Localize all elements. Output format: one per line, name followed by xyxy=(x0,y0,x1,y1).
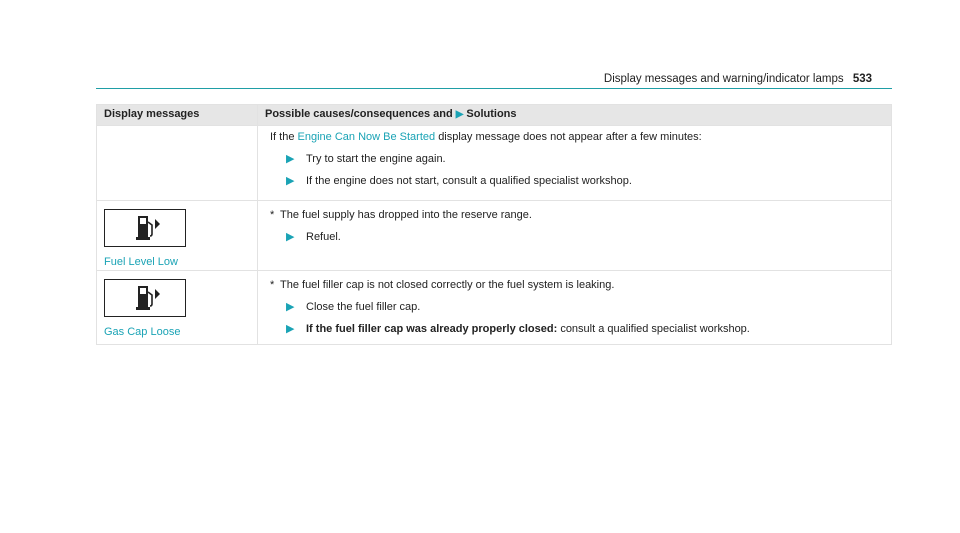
cause-note: * The fuel supply has dropped into the reserve range. xyxy=(270,209,532,221)
cause-note: * The fuel filler cap is not closed correctly or the fuel system is leaking. xyxy=(270,279,615,291)
header-rule xyxy=(96,88,892,89)
solution-step: ▶ Try to start the engine again. xyxy=(286,153,446,165)
message-label-fuel-level-low[interactable]: Fuel Level Low xyxy=(104,256,178,268)
solution-cell xyxy=(258,201,892,271)
section-title: Display messages and warning/indicator lamps xyxy=(603,73,844,85)
message-cell-empty xyxy=(97,126,258,201)
play-arrow-icon: ▶ xyxy=(286,323,295,335)
col-header-solutions-text: Solutions xyxy=(466,108,517,120)
play-arrow-icon: ▶ xyxy=(286,231,295,243)
solution-step: ▶ If the engine does not start, consult a qualified specialist workshop. xyxy=(286,175,632,187)
solution-step: ▶ Close the fuel filler cap. xyxy=(286,301,421,313)
fuel-pump-reserve-icon xyxy=(104,279,186,317)
message-cell xyxy=(97,201,258,271)
footnote-star: * xyxy=(270,209,275,221)
play-arrow-icon: ▶ xyxy=(455,109,464,120)
page-number: 533 xyxy=(852,73,872,85)
solution-step: ▶ If the fuel filler cap was already properly closed: consult a qualified specialist workshop. xyxy=(286,323,750,335)
message-link-engine-can-now-be-started[interactable]: Engine Can Now Be Started xyxy=(297,131,436,143)
table-header-row xyxy=(97,105,892,126)
table-row xyxy=(97,271,892,345)
table-row xyxy=(97,126,892,201)
footnote-star: * xyxy=(270,279,275,291)
col-header-causes-text: Possible causes/consequences and xyxy=(265,108,453,120)
play-arrow-icon: ▶ xyxy=(286,175,295,187)
message-label-gas-cap-loose[interactable]: Gas Cap Loose xyxy=(104,326,181,338)
play-arrow-icon: ▶ xyxy=(286,153,295,165)
solution-cell xyxy=(258,271,892,345)
col-header-display-messages: Display messages xyxy=(97,105,258,126)
play-arrow-icon: ▶ xyxy=(286,301,295,313)
col-header-causes-solutions xyxy=(258,105,892,126)
table-row xyxy=(97,201,892,271)
solution-step: ▶ Refuel. xyxy=(286,231,341,243)
solution-cell xyxy=(258,126,892,201)
message-cell xyxy=(97,271,258,345)
intro-text: If the Engine Can Now Be Started display message does not appear after a few minutes: xyxy=(270,131,702,143)
page-header xyxy=(604,73,872,85)
fuel-pump-reserve-icon xyxy=(104,209,186,247)
display-messages-table xyxy=(96,104,892,345)
